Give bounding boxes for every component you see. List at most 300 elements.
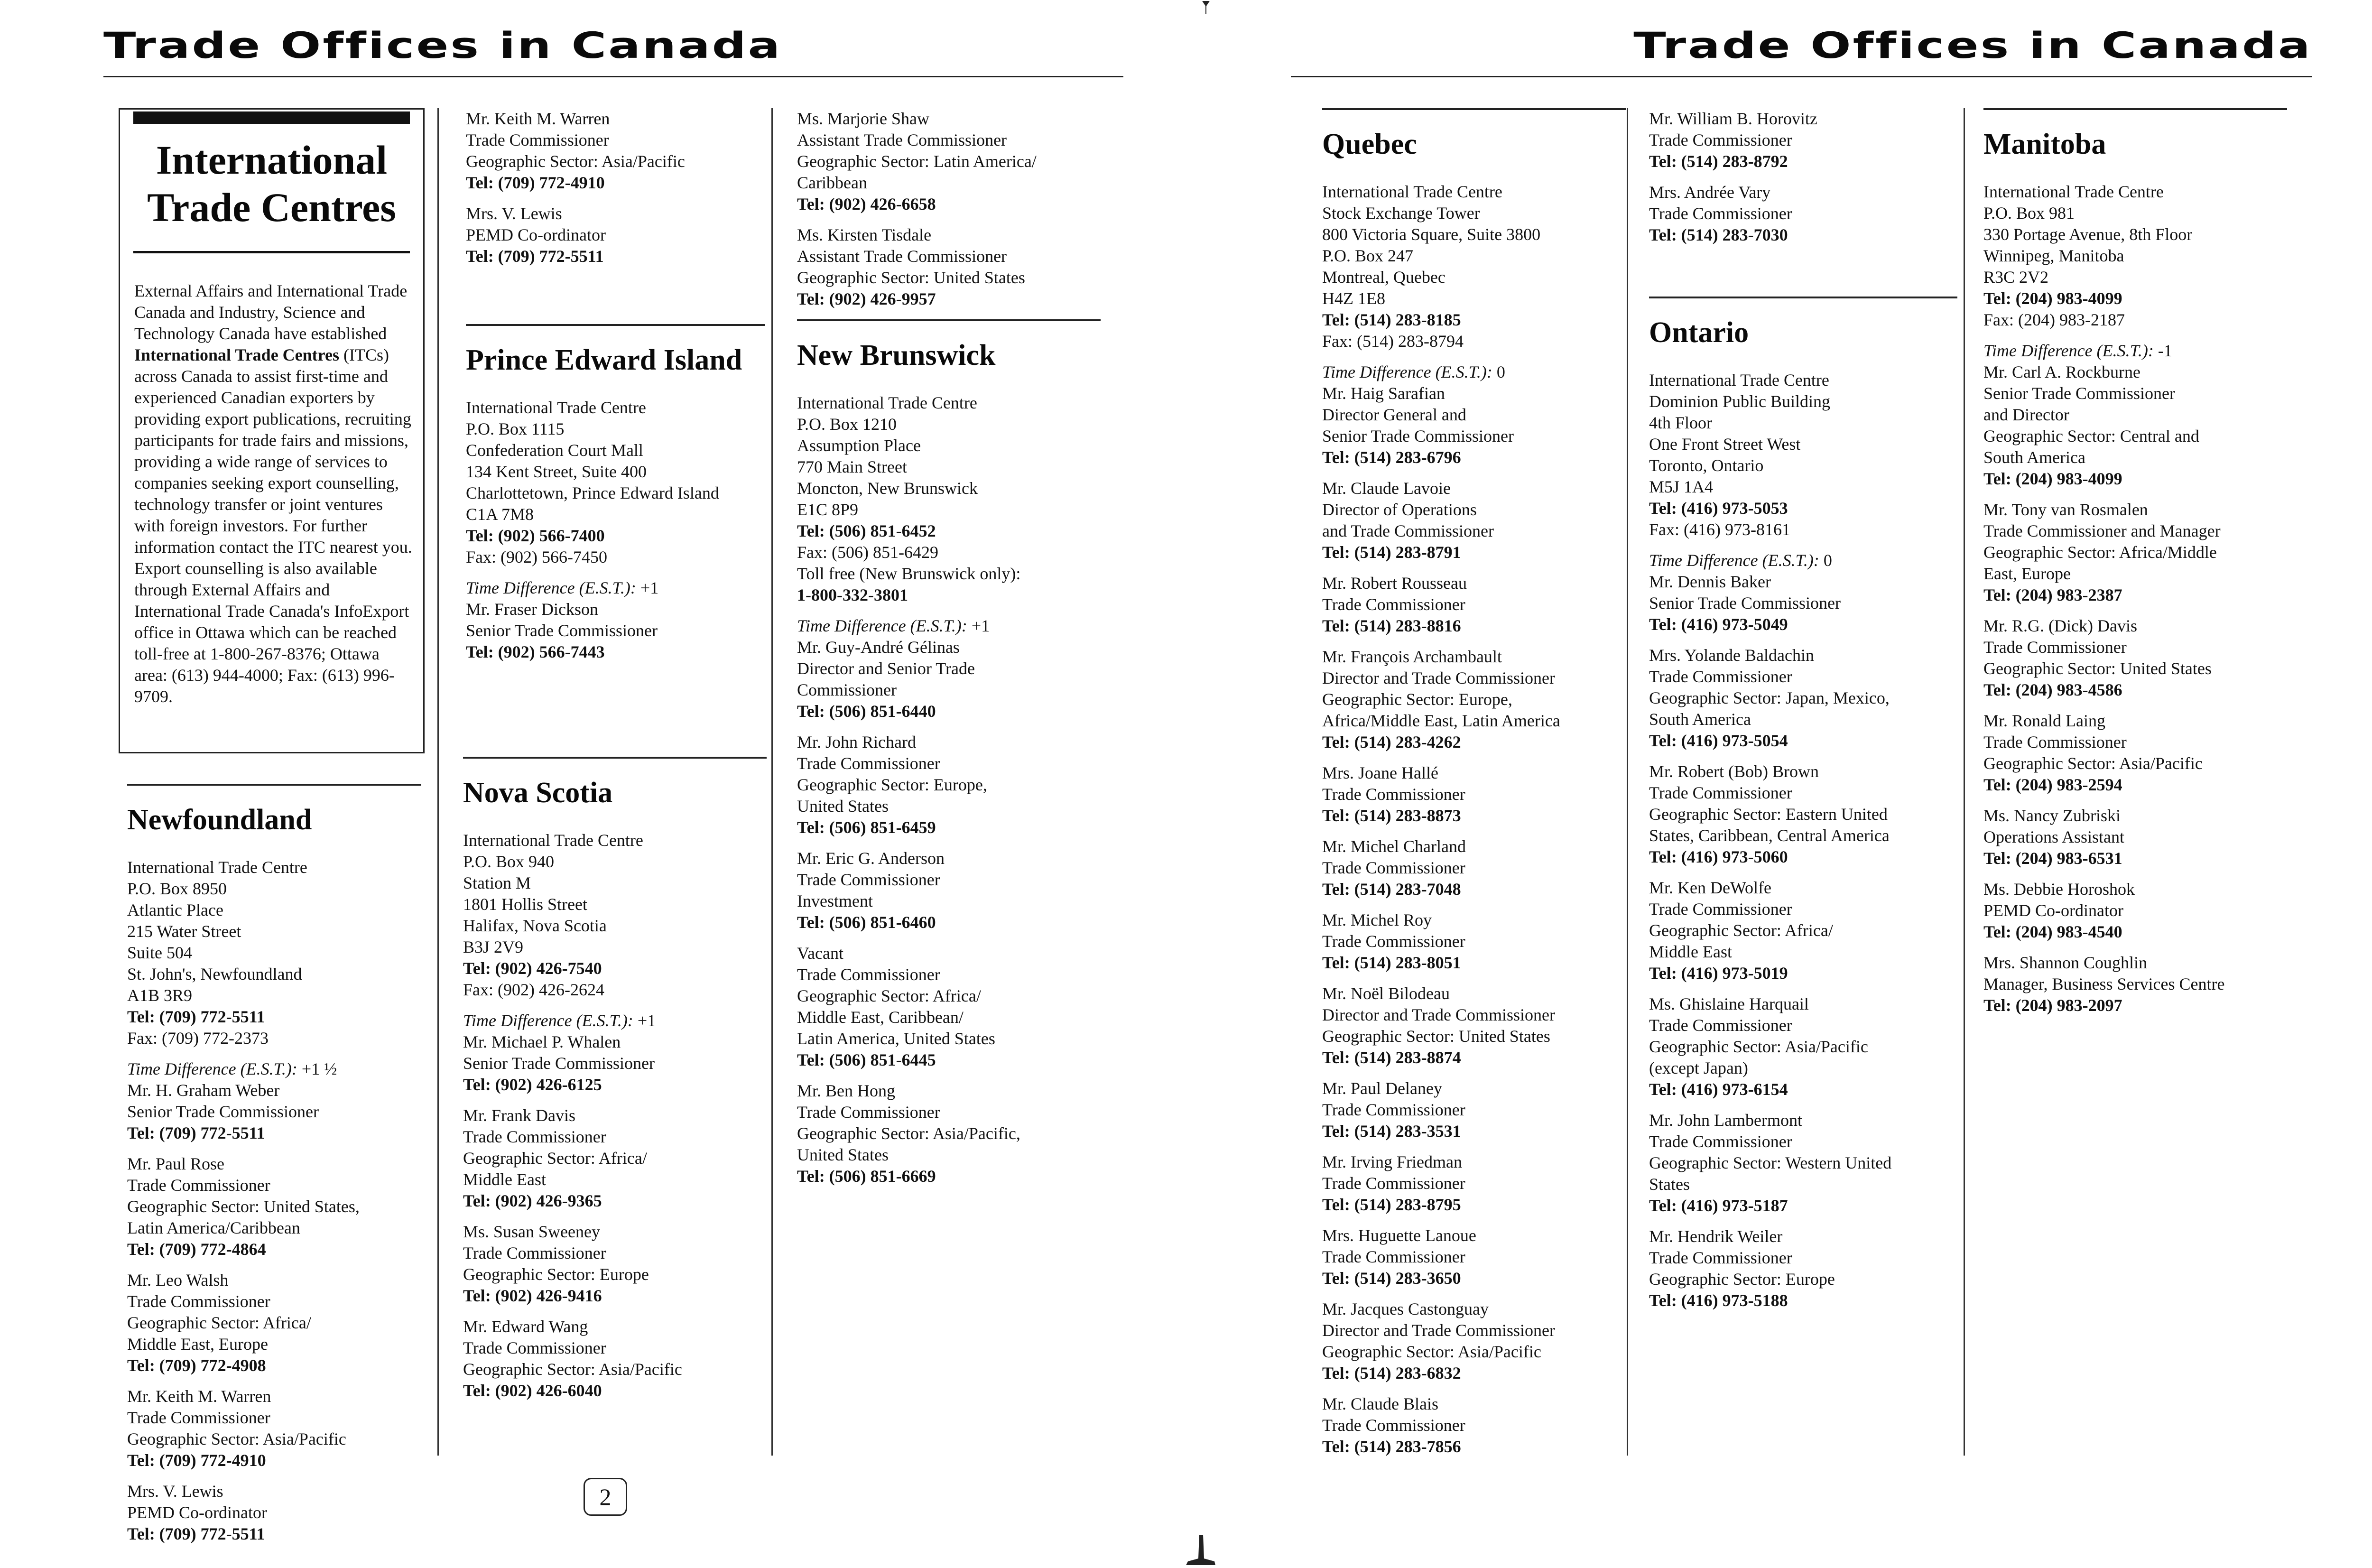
time-difference-value: +1: [637, 1011, 656, 1030]
address-line: International Trade Centre: [466, 398, 646, 417]
contact-line: Geographic Sector: Western United: [1649, 1153, 1892, 1172]
time-difference: [797, 615, 1101, 637]
contact-entry: [466, 599, 765, 663]
contact-line: Director of Operations: [1322, 500, 1477, 519]
column-rule: [437, 108, 439, 1456]
contact-line: Trade Commissioner: [1322, 595, 1465, 614]
address-line: Stock Exchange Tower: [1322, 204, 1480, 223]
time-difference-label: Time Difference (E.S.T.):: [1322, 362, 1492, 381]
contact-line: Mr. Fraser Dickson: [466, 600, 598, 619]
ontario-section: [1649, 297, 1957, 1321]
contact-line: Geographic Sector: Europe,: [1322, 690, 1512, 709]
office-fax: Fax: (416) 973-8161: [1649, 520, 1790, 539]
contact-tel: Tel: (204) 983-4099: [1983, 469, 2122, 488]
contact-line: Director and Senior Trade: [797, 659, 975, 678]
contact-line: Middle East: [1649, 942, 1732, 961]
new-brunswick-section: [797, 108, 1101, 1197]
tollfree-number: 1-800-332-3801: [797, 585, 908, 604]
contact-line: Ms. Ghislaine Harquail: [1649, 994, 1809, 1013]
address-block: [797, 392, 1101, 606]
contact-line: Mr. Robert Rousseau: [1322, 574, 1467, 593]
contact-line: Trade Commissioner: [1322, 932, 1465, 951]
contact-line: Mr. Paul Rose: [127, 1154, 225, 1173]
contact-tel: Tel: (416) 973-5019: [1649, 964, 1788, 983]
contact-entry: [1322, 478, 1626, 563]
contact-line: Director and Trade Commissioner: [1322, 1321, 1555, 1340]
office-fax: Fax: (506) 851-6429: [797, 543, 938, 562]
contact-line: Trade Commissioner: [797, 870, 940, 889]
contact-tel: Tel: (514) 283-8791: [1322, 543, 1461, 562]
contact-entry: [1322, 1225, 1626, 1289]
section-rule: [1322, 108, 1626, 110]
section-title: New Brunswick: [797, 339, 996, 371]
contact-entry: [1649, 1226, 1957, 1311]
contact-tel: Tel: (709) 772-4910: [466, 173, 605, 192]
column-rule: [1627, 108, 1628, 1456]
contact-entry: [1322, 646, 1626, 753]
contact-line: Director General and: [1322, 405, 1466, 424]
running-head-right: Trade Offices in Canada: [1633, 24, 2312, 66]
contact-tel: Tel: (416) 973-5054: [1649, 731, 1788, 750]
contact-line: Trade Commissioner: [463, 1338, 606, 1357]
time-difference-label: Time Difference (E.S.T.):: [1649, 551, 1819, 570]
contact-line: Ms. Marjorie Shaw: [797, 109, 929, 128]
office-tel: Tel: (506) 851-6452: [797, 521, 936, 540]
office-tel: Tel: (709) 772-5511: [127, 1007, 265, 1026]
contact-entry: [1322, 1078, 1626, 1142]
contact-line: Latin America, United States: [797, 1029, 995, 1048]
contact-tel: Tel: (709) 772-5511: [466, 247, 604, 266]
address-line: Suite 504: [127, 943, 193, 962]
address-line: Station M: [463, 873, 531, 892]
contact-line: Trade Commissioner: [1322, 1174, 1465, 1193]
contact-line: Middle East: [463, 1170, 546, 1189]
newfoundland-section: [127, 784, 421, 1554]
contact-tel: Tel: (416) 973-6154: [1649, 1080, 1788, 1099]
contact-line: Assistant Trade Commissioner: [797, 247, 1007, 266]
contact-line: Mrs. V. Lewis: [466, 204, 562, 223]
contact-line: Trade Commissioner: [127, 1408, 270, 1427]
contact-line: Trade Commissioner: [1322, 785, 1465, 804]
contact-line: Geographic Sector: Asia/Pacific: [1322, 1342, 1541, 1361]
contact-line: Senior Trade Commissioner: [466, 621, 658, 640]
contact-line: Trade Commissioner: [1649, 1248, 1792, 1267]
contact-line: Mr. Eric G. Anderson: [797, 849, 945, 868]
contact-entry: [127, 1481, 421, 1545]
contact-tel: Tel: (902) 426-9416: [463, 1286, 602, 1305]
contact-line: Geographic Sector: Asia/Pacific: [127, 1429, 346, 1448]
section-rule: [463, 757, 767, 759]
contact-entry: [127, 1386, 421, 1471]
contact-line: Trade Commissioner: [1322, 1100, 1465, 1119]
time-difference-value: 0: [1496, 362, 1505, 381]
contact-entry: [1649, 761, 1957, 868]
address-block: [1322, 181, 1626, 352]
contact-line: Mr. John Lambermont: [1649, 1111, 1802, 1130]
contact-line: Operations Assistant: [1983, 827, 2124, 846]
contact-tel: Tel: (709) 772-4910: [127, 1451, 266, 1470]
contact-tel: Tel: (514) 283-8873: [1322, 806, 1461, 825]
contact-line: Trade Commissioner: [127, 1292, 270, 1311]
contact-line: Mr. Claude Lavoie: [1322, 479, 1451, 498]
office-tel: Tel: (902) 426-7540: [463, 959, 602, 978]
time-difference-label: Time Difference (E.S.T.):: [1983, 341, 2154, 360]
contact-line: Mr. Frank Davis: [463, 1106, 575, 1125]
address-line: Moncton, New Brunswick: [797, 479, 978, 498]
fold-mark-top: [1200, 0, 1212, 14]
contact-line: Middle East, Caribbean/: [797, 1008, 964, 1027]
right-page: [1205, 0, 2372, 1568]
time-difference: [127, 1058, 421, 1080]
contact-entry: [1322, 836, 1626, 900]
contact-line: Geographic Sector: Asia/Pacific: [463, 1360, 682, 1379]
office-tel: Tel: (416) 973-5053: [1649, 499, 1788, 518]
address-line: International Trade Centre: [797, 393, 977, 412]
time-difference-value: -1: [2158, 341, 2172, 360]
contact-line: Commissioner: [797, 680, 897, 699]
contact-line: Trade Commissioner: [1322, 1247, 1465, 1266]
contact-entry: [1983, 710, 2287, 796]
contact-line: and Director: [1983, 405, 2069, 424]
contact-entry: [1322, 909, 1626, 974]
address-line: P.O. Box 247: [1322, 246, 1414, 265]
office-tel: Tel: (902) 566-7400: [466, 526, 605, 545]
office-fax: Fax: (514) 283-8794: [1322, 332, 1464, 351]
contact-line: Senior Trade Commissioner: [463, 1054, 655, 1073]
itc-box-bar: [133, 111, 410, 124]
contact-line: Trade Commissioner: [1983, 638, 2127, 657]
address-line: C1A 7M8: [466, 505, 534, 524]
time-difference-label: Time Difference (E.S.T.):: [463, 1011, 633, 1030]
contact-line: Trade Commissioner: [463, 1127, 606, 1146]
contact-line: Trade Commissioner: [1649, 667, 1792, 686]
section-rule: [127, 784, 421, 786]
contact-line: United States: [797, 797, 889, 816]
contact-line: Trade Commissioner: [1649, 130, 1792, 149]
contact-line: Trade Commissioner: [1322, 1416, 1465, 1435]
contact-entry: [1322, 1151, 1626, 1215]
spacer: [466, 277, 765, 324]
contact-tel: Tel: (204) 983-4540: [1983, 922, 2122, 941]
address-line: M5J 1A4: [1649, 477, 1714, 496]
contact-tel: Tel: (514) 283-8874: [1322, 1048, 1461, 1067]
address-line: St. John's, Newfoundland: [127, 965, 302, 983]
contact-line: (except Japan): [1649, 1058, 1748, 1077]
contact-tel: Tel: (514) 283-8795: [1322, 1195, 1461, 1214]
contact-entry: [1649, 877, 1957, 984]
contact-line: Geographic Sector: Europe: [463, 1265, 649, 1284]
contact-entry: [797, 943, 1101, 1071]
contact-tel: Tel: (514) 283-7030: [1649, 225, 1788, 244]
contact-line: Trade Commissioner: [797, 754, 940, 773]
contact-entry: [463, 1105, 767, 1212]
section-rule: [797, 319, 1101, 321]
itc-title-rule: [133, 251, 410, 253]
contact-tel: Tel: (902) 426-9957: [797, 289, 936, 308]
contact-line: Mr. Robert (Bob) Brown: [1649, 762, 1819, 781]
contact-line: Mrs. Joane Hallé: [1322, 763, 1438, 782]
contact-line: States: [1649, 1175, 1690, 1194]
time-difference: [1322, 362, 1626, 383]
contact-line: Geographic Sector: Africa/Middle: [1983, 543, 2217, 562]
contact-line: Geographic Sector: Africa/: [797, 986, 981, 1005]
contact-entry: [1649, 645, 1957, 752]
contact-line: Manager, Business Services Centre: [1983, 974, 2225, 993]
contact-line: Mrs. Yolande Baldachin: [1649, 646, 1814, 665]
contact-line: Senior Trade Commissioner: [1983, 384, 2176, 403]
contact-tel: Tel: (902) 566-7443: [466, 642, 605, 661]
contact-line: Caribbean: [797, 173, 867, 192]
office-tel: Tel: (514) 283-8185: [1322, 310, 1461, 329]
office-fax: Fax: (902) 566-7450: [466, 547, 607, 566]
address-block: [1649, 370, 1957, 540]
contact-line: South America: [1649, 710, 1751, 729]
time-difference-label: Time Difference (E.S.T.):: [466, 578, 636, 597]
contact-line: Mr. William B. Horovitz: [1649, 109, 1817, 128]
contact-tel: Tel: (204) 983-2097: [1983, 996, 2122, 1015]
address-line: 800 Victoria Square, Suite 3800: [1322, 225, 1541, 244]
contact-line: and Trade Commissioner: [1322, 521, 1494, 540]
office-tel: Tel: (204) 983-4099: [1983, 289, 2122, 308]
running-head-left: Trade Offices in Canada: [103, 24, 782, 66]
contact-line: Mr. Michel Charland: [1322, 837, 1466, 856]
contact-entry: [466, 203, 765, 267]
contact-line: Mr. Carl A. Rockburne: [1983, 362, 2140, 381]
address-line: R3C 2V2: [1983, 268, 2049, 287]
contact-line: Trade Commissioner: [797, 1103, 940, 1122]
contact-line: Geographic Sector: Asia/Pacific: [1649, 1037, 1868, 1056]
contact-tel: Tel: (204) 983-4586: [1983, 680, 2122, 699]
contact-tel: Tel: (416) 973-5049: [1649, 615, 1788, 634]
contact-line: Geographic Sector: United States: [1983, 659, 2212, 678]
tollfree-label: Toll free (New Brunswick only):: [797, 564, 1021, 583]
contact-tel: Tel: (514) 283-3531: [1322, 1122, 1461, 1141]
contact-line: Ms. Debbie Horoshok: [1983, 880, 2135, 899]
contact-line: Latin America/Caribbean: [127, 1218, 300, 1237]
contact-tel: Tel: (204) 983-2387: [1983, 585, 2122, 604]
section-title: Nova Scotia: [463, 777, 613, 809]
contact-line: Geographic Sector: Africa/: [127, 1313, 311, 1332]
contact-line: Mr. Edward Wang: [463, 1317, 588, 1336]
address-block: [1983, 181, 2287, 331]
contact-line: Geographic Sector: Africa/: [1649, 921, 1833, 940]
address-line: P.O. Box 940: [463, 852, 555, 871]
itc-description: [134, 280, 414, 707]
contact-line: Geographic Sector: United States: [797, 268, 1025, 287]
contact-entry: [127, 1270, 421, 1376]
contact-line: Mr. Noël Bilodeau: [1322, 984, 1450, 1003]
contact-tel: Tel: (514) 283-4262: [1322, 733, 1461, 752]
address-line: One Front Street West: [1649, 435, 1801, 454]
contact-line: Senior Trade Commissioner: [1322, 427, 1514, 445]
contact-entry: [797, 108, 1101, 215]
time-difference: [1649, 550, 1957, 571]
section-title: Quebec: [1322, 128, 1417, 160]
time-difference-label: Time Difference (E.S.T.):: [127, 1059, 297, 1078]
address-line: International Trade Centre: [127, 858, 307, 877]
contact-line: PEMD Co-ordinator: [1983, 901, 2123, 920]
address-line: A1B 3R9: [127, 986, 193, 1005]
contact-line: Mr. John Richard: [797, 733, 916, 752]
contact-entry: [797, 732, 1101, 838]
contact-line: Geographic Sector: United States,: [127, 1197, 360, 1216]
contact-entry: [463, 1316, 767, 1401]
contact-entry: [1649, 571, 1957, 635]
contact-line: Trade Commissioner: [797, 965, 940, 984]
contact-tel: Tel: (416) 973-5187: [1649, 1196, 1788, 1215]
office-fax: Fax: (902) 426-2624: [463, 980, 604, 999]
contact-line: Mr. Hendrik Weiler: [1649, 1227, 1783, 1246]
address-line: International Trade Centre: [1983, 182, 2164, 201]
fold-mark-bottom: [1181, 1530, 1219, 1568]
contact-entry: [1983, 615, 2287, 701]
contact-tel: Tel: (514) 283-6832: [1322, 1364, 1461, 1382]
address-line: H4Z 1E8: [1322, 289, 1385, 308]
contact-tel: Tel: (416) 973-5188: [1649, 1291, 1788, 1310]
contact-line: Vacant: [797, 944, 843, 963]
contact-line: Mr. Haig Sarafian: [1322, 384, 1445, 403]
section-rule: [1983, 108, 2287, 110]
time-difference-value: +1: [640, 578, 659, 597]
contact-entry: [463, 1031, 767, 1095]
contact-line: States, Caribbean, Central America: [1649, 826, 1890, 845]
contact-entry: [797, 848, 1101, 933]
contact-line: Trade Commissioner and Manager: [1983, 521, 2221, 540]
contact-tel: Tel: (506) 851-6459: [797, 818, 936, 837]
contact-line: Mr. Ken DeWolfe: [1649, 878, 1772, 897]
contact-line: Geographic Sector: Latin America/: [797, 152, 1037, 171]
contact-line: Geographic Sector: Eastern United: [1649, 805, 1888, 824]
address-line: 215 Water Street: [127, 922, 241, 941]
contact-tel: Tel: (709) 772-4864: [127, 1240, 266, 1259]
itc-title: International Trade Centres: [147, 137, 396, 230]
contact-line: Mr. François Archambault: [1322, 647, 1502, 666]
contact-line: Mrs. Andrée Vary: [1649, 183, 1771, 202]
office-fax: Fax: (204) 983-2187: [1983, 310, 2125, 329]
contact-entry: [797, 637, 1101, 722]
contact-line: Mr. Tony van Rosmalen: [1983, 500, 2148, 519]
contact-tel: Tel: (902) 426-6040: [463, 1381, 602, 1400]
contact-line: Mr. Ben Hong: [797, 1081, 895, 1100]
contact-entry: [127, 1153, 421, 1260]
address-line: Atlantic Place: [127, 900, 223, 919]
header-rule-left: [103, 76, 1123, 77]
contact-line: Mr. Dennis Baker: [1649, 572, 1771, 591]
contact-tel: Tel: (902) 426-9365: [463, 1191, 602, 1210]
address-line: Charlottetown, Prince Edward Island: [466, 483, 719, 502]
section-rule: [1649, 297, 1957, 298]
column-rule: [771, 108, 773, 1456]
address-line: P.O. Box 1210: [797, 415, 897, 434]
address-block: [463, 830, 767, 1001]
contact-line: Ms. Kirsten Tisdale: [797, 225, 932, 244]
address-line: Halifax, Nova Scotia: [463, 916, 607, 935]
contact-line: Mr. Guy-André Gélinas: [797, 638, 960, 657]
address-line: International Trade Centre: [1322, 182, 1502, 201]
address-line: P.O. Box 8950: [127, 879, 227, 898]
contact-entry: [1322, 1299, 1626, 1384]
address-block: [127, 857, 421, 1049]
contact-line: Mr. Leo Walsh: [127, 1271, 229, 1290]
address-block: [466, 397, 765, 568]
contact-tel: Tel: (514) 283-8816: [1322, 616, 1461, 635]
contact-entry: [797, 1080, 1101, 1187]
time-difference: [466, 577, 765, 599]
contact-entry: [1649, 993, 1957, 1100]
section-title: Prince Edward Island: [466, 344, 742, 376]
contact-line: Geographic Sector: Europe: [1649, 1270, 1835, 1289]
contact-line: Mrs. Huguette Lanoue: [1322, 1226, 1476, 1245]
itc-text-2: (ITCs) across Canada to assist first-time and experienced Canadian exporters by providing export publications, recruiting participants for trade fairs and missions, providing a wide range of services to companies seeking export counselling, technology transfer or joint ventures with foreign investors. For further information contact the ITC nearest you. Export counselling is also available through External Affairs and International Trade Canada's InfoExport office in Ottawa which can be reached toll-free at 1-800-267-8376; Ottawa area: (613) 944-4000; Fax: (613) 996-9709.: [134, 345, 412, 706]
address-line: International Trade Centre: [463, 831, 643, 850]
contact-tel: Tel: (709) 772-5511: [127, 1123, 265, 1142]
contact-tel: Tel: (204) 983-2594: [1983, 775, 2122, 794]
contact-line: Trade Commissioner: [1983, 733, 2127, 752]
contact-line: Trade Commissioner: [1649, 783, 1792, 802]
contact-line: Mr. Keith M. Warren: [127, 1387, 271, 1406]
contact-tel: Tel: (514) 283-6796: [1322, 448, 1461, 467]
address-line: Dominion Public Building: [1649, 392, 1831, 411]
address-line: Confederation Court Mall: [466, 441, 643, 460]
contact-line: Mrs. Shannon Coughlin: [1983, 953, 2148, 972]
office-fax: Fax: (709) 772-2373: [127, 1029, 269, 1048]
section-title: Ontario: [1649, 316, 1749, 349]
address-line: 1801 Hollis Street: [463, 895, 587, 914]
contact-tel: Tel: (506) 851-6445: [797, 1050, 936, 1069]
time-difference: [1983, 340, 2287, 362]
contact-tel: Tel: (902) 426-6125: [463, 1075, 602, 1094]
address-line: B3J 2V9: [463, 937, 524, 956]
contact-entry: [1322, 573, 1626, 637]
contact-line: Mr. R.G. (Dick) Davis: [1983, 616, 2137, 635]
contact-line: Geographic Sector: Asia/Pacific: [1983, 754, 2203, 773]
contact-tel: Tel: (506) 851-6440: [797, 702, 936, 721]
manitoba-section: [1983, 108, 2287, 1026]
contact-line: Trade Commissioner: [1322, 858, 1465, 877]
contact-line: United States: [797, 1145, 889, 1164]
time-difference: [463, 1010, 767, 1031]
section-title: Newfoundland: [127, 804, 312, 836]
contact-line: Middle East, Europe: [127, 1335, 268, 1354]
contact-line: PEMD Co-ordinator: [127, 1503, 267, 1522]
itc-info-box: [119, 108, 425, 753]
contact-line: Geographic Sector: Africa/: [463, 1149, 647, 1168]
contact-line: Mr. Ronald Laing: [1983, 711, 2105, 730]
time-difference-value: 0: [1823, 551, 1832, 570]
contact-tel: Tel: (514) 283-7856: [1322, 1437, 1461, 1456]
contact-entry: [1983, 952, 2287, 1016]
contact-line: Geographic Sector: Asia/Pacific,: [797, 1124, 1020, 1143]
contact-entry: [1322, 1393, 1626, 1457]
itc-text-1: External Affairs and International Trade Canada and Industry, Science and Technology Canada have established: [134, 281, 408, 343]
contact-line: Trade Commissioner: [1649, 204, 1792, 223]
contact-line: Mr. Irving Friedman: [1322, 1152, 1462, 1171]
contact-line: Geographic Sector: Japan, Mexico,: [1649, 688, 1890, 707]
time-difference-value: +1: [971, 616, 990, 635]
contact-line: Geographic Sector: Asia/Pacific: [466, 152, 685, 171]
contact-line: East, Europe: [1983, 564, 2071, 583]
contact-tel: Tel: (514) 283-8051: [1322, 953, 1461, 972]
contact-line: Investment: [797, 891, 873, 910]
contact-entry: [1983, 499, 2287, 606]
contact-line: Director and Trade Commissioner: [1322, 668, 1555, 687]
nova-scotia-section: [463, 757, 767, 1411]
contact-entry: [127, 1080, 421, 1144]
contact-entry: [797, 224, 1101, 310]
address-line: 770 Main Street: [797, 457, 907, 476]
contact-line: South America: [1983, 448, 2085, 467]
contact-tel: Tel: (204) 983-6531: [1983, 849, 2122, 868]
